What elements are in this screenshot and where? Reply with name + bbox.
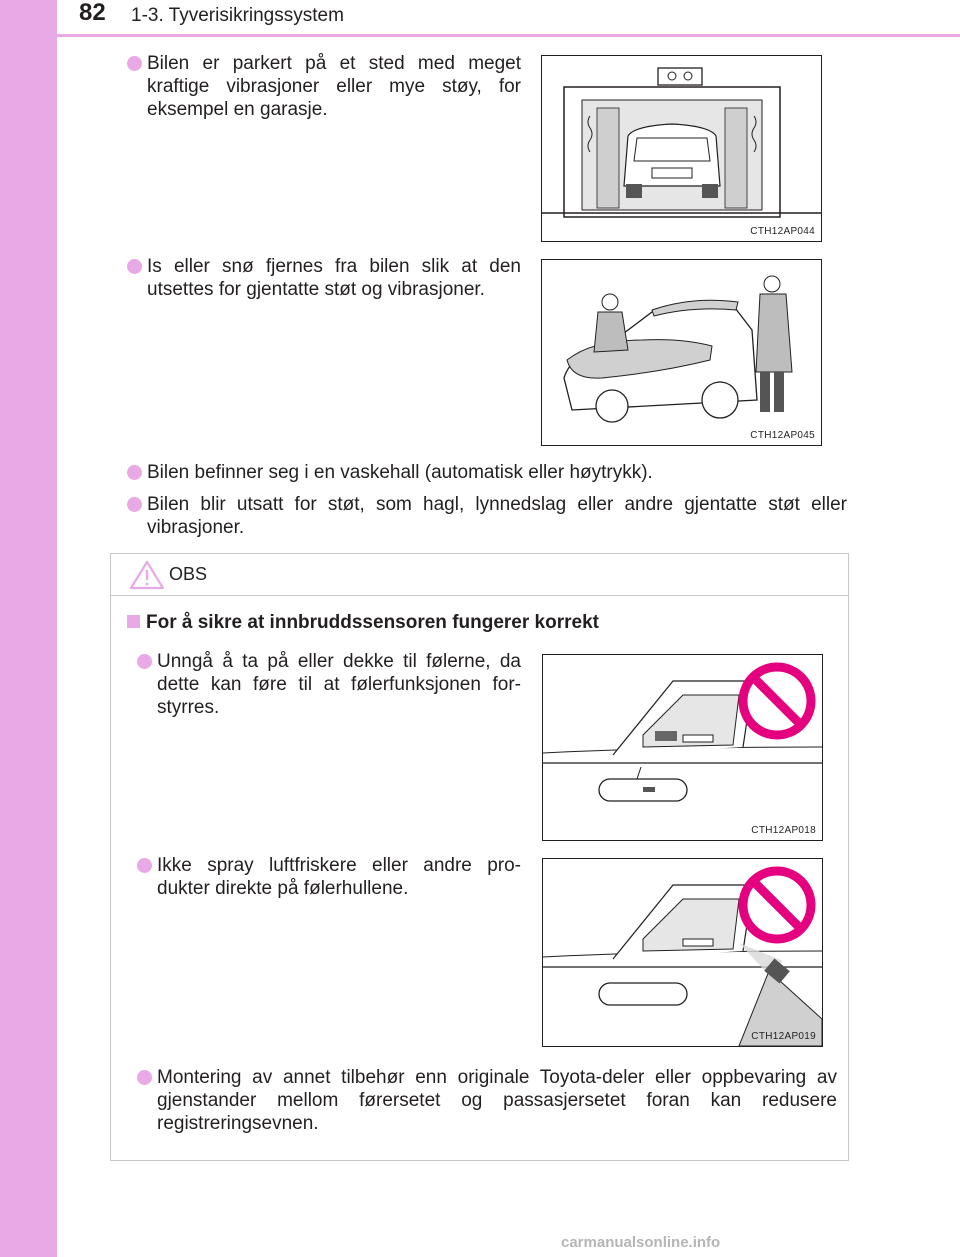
list-item — [137, 854, 521, 904]
list-item-text: Montering av annet tilbehør enn originale Toyota-deler eller oppbevaring av gjenstander mellom førersetet og passasjersetet foran kan redusere registreringsevnen. — [157, 1067, 837, 1134]
list-item — [127, 461, 847, 485]
list-item — [137, 650, 521, 722]
watermark: carmanualsonline.info — [561, 1234, 721, 1251]
obs-label: OBS — [169, 564, 208, 584]
list-item — [127, 52, 521, 127]
figure-code: CTH12AP019 — [751, 1031, 816, 1042]
bullet-dot-icon — [127, 497, 142, 512]
spray-sensor-illustration — [543, 859, 822, 1046]
list-item-text: Ikke spray luftfriskere eller andre pro-dukter direkte på følerhullene. — [157, 855, 521, 899]
figure-snow-removal — [541, 259, 822, 446]
list-item-text: Bilen blir utsatt for støt, som hagl, lynnedslag eller andre gjentatte støt eller vibrasjoner. — [147, 494, 847, 538]
bullet-dot-icon — [137, 654, 152, 669]
section-title: 1-3. Tyverisikringssystem — [131, 5, 344, 26]
list-item — [127, 255, 521, 305]
list-item-text: Bilen befinner seg i en vaskehall (automatisk eller høytrykk). — [147, 462, 653, 483]
list-item — [137, 1066, 837, 1138]
list-item-text: Is eller snø fjernes fra bilen slik at den utsettes for gjentatte støt og vibrasjoner. — [147, 256, 521, 300]
snow-removal-illustration — [542, 260, 821, 445]
warning-triangle-icon — [129, 560, 165, 590]
figure-code: CTH12AP044 — [750, 226, 815, 237]
header-rule — [0, 34, 960, 37]
obs-notice-box — [110, 553, 849, 1161]
figure-car-wash — [541, 55, 822, 242]
list-item-text: Bilen er parkert på et sted med meget kraftige vibrasjoner eller mye støy, for eksempel en garasje. — [147, 53, 521, 120]
figure-code: CTH12AP045 — [750, 430, 815, 441]
figure-sensor-spray — [542, 858, 823, 1047]
page-number: 82 — [79, 0, 106, 26]
bullet-dot-icon — [127, 465, 142, 480]
list-item-text: Unngå å ta på eller dekke til følerne, da dette kan føre til at følerfunksjonen for-styrres. — [157, 651, 521, 718]
ceiling-sensor-illustration — [543, 655, 822, 840]
obs-subheading — [127, 612, 599, 634]
obs-header — [111, 554, 848, 596]
figure-sensor-touch — [542, 654, 823, 841]
side-color-band — [0, 0, 57, 1257]
list-item — [127, 493, 847, 541]
bullet-dot-icon — [127, 56, 142, 71]
bullet-dot-icon — [127, 259, 142, 274]
obs-subheading-text: For å sikre at innbruddssensoren fungerer korrekt — [146, 612, 599, 633]
square-bullet-icon — [127, 615, 140, 628]
bullet-dot-icon — [137, 1070, 152, 1085]
bullet-dot-icon — [137, 858, 152, 873]
figure-code: CTH12AP018 — [751, 825, 816, 836]
car-wash-illustration — [542, 56, 821, 241]
